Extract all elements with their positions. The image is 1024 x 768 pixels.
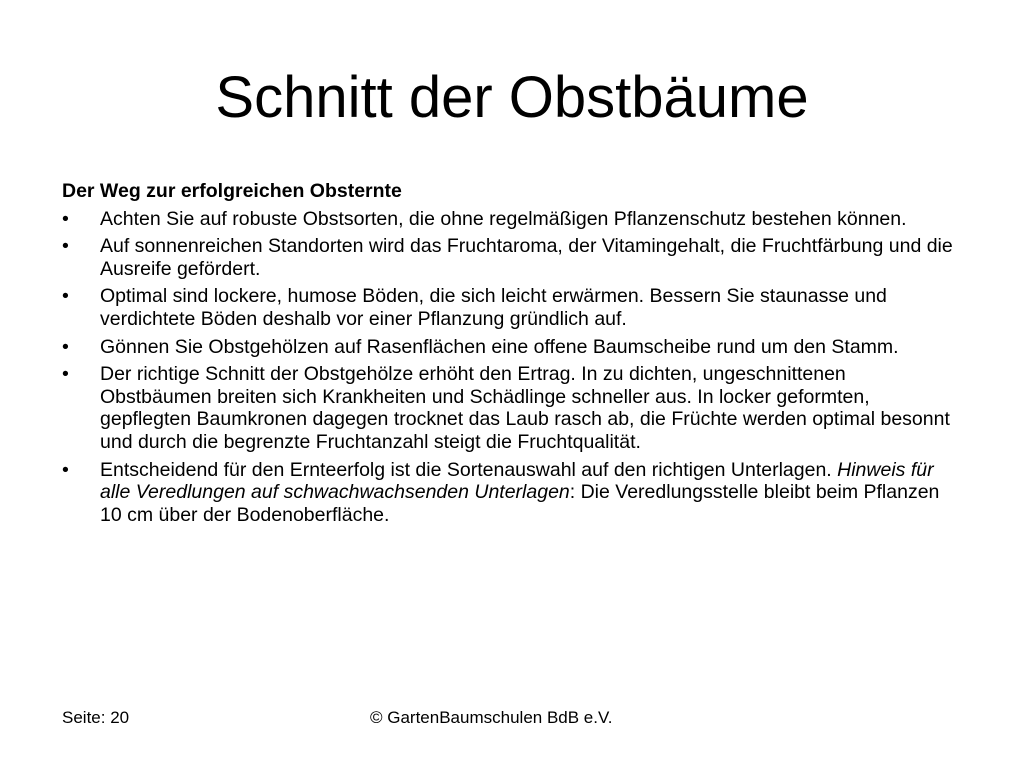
bullet-text: Gönnen Sie Obstgehölzen auf Rasenflächen eine offene Baumscheibe rund um den Stamm. xyxy=(100,335,899,358)
bullet-text: Auf sonnenreichen Standorten wird das Fruchtaroma, der Vitamingehalt, die Fruchtfärbung und die Ausreife gefördert. xyxy=(100,235,953,280)
bullet-icon: • xyxy=(62,458,69,481)
bullet-text: Der richtige Schnitt der Obstgehölze erhöht den Ertrag. In zu dichten, ungeschnittenen Obstbäumen breiten sich Krankheiten und Schädlinge schneller aus. In locker geformten, gepflegten Baumkronen dagegen trocknet das Laub rasch ab, die Früchte werden optimal besonnt und durch die begrenzte Fruchtanzahl steigt die Fruchtqualität. xyxy=(100,363,950,453)
page-title: Schnitt der Obstbäume xyxy=(215,65,809,130)
bullet-item xyxy=(62,459,962,527)
bullet-item xyxy=(62,363,962,453)
copyright-notice: © GartenBaumschulen BdB e.V. xyxy=(370,708,613,727)
bullet-text: Entscheidend für den Ernteerfolg ist die Sortenauswahl auf den richtigen Unterlagen. xyxy=(100,458,832,481)
bullet-item xyxy=(62,285,962,330)
bullet-icon: • xyxy=(62,207,69,230)
bullet-icon: • xyxy=(62,335,69,358)
bullet-item xyxy=(62,336,962,359)
italic-note: Hinweis für alle Veredlungen auf schwachwachsenden Unterlagen xyxy=(100,458,934,504)
bullet-icon: • xyxy=(62,235,69,258)
page-number: Seite: 20 xyxy=(62,708,130,727)
bullet-text: Achten Sie auf robuste Obstsorten, die ohne regelmäßigen Pflanzenschutz bestehen können. xyxy=(100,207,907,230)
bullet-text: Optimal sind lockere, humose Böden, die sich leicht erwärmen. Bessern Sie staunasse und verdichtete Böden deshalb vor einer Pflanzung gründlich auf. xyxy=(100,285,887,330)
bullet-icon: • xyxy=(62,285,69,308)
slide-content xyxy=(62,180,962,531)
bullet-item xyxy=(62,208,962,231)
bullet-icon: • xyxy=(62,363,69,386)
section-subheading: Der Weg zur erfolgreichen Obsternte xyxy=(62,180,402,202)
bullet-list xyxy=(62,208,962,527)
note-text: : Die Veredlungsstelle bleibt beim Pflanzen 10 cm über der Bodenoberfläche. xyxy=(100,481,940,526)
bullet-item xyxy=(62,235,962,280)
